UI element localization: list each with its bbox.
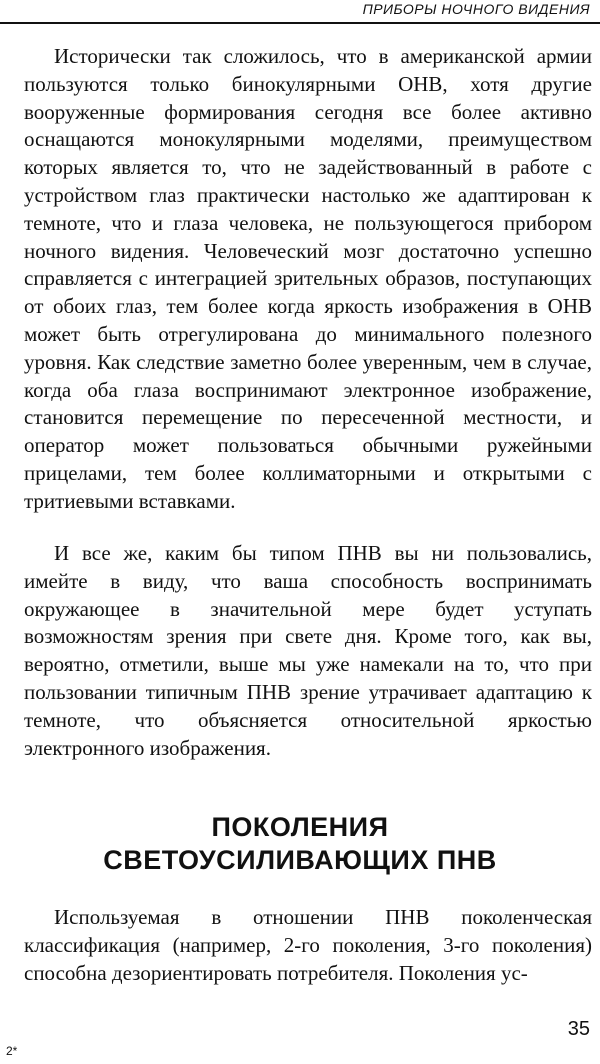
- printer-signature-mark: 2*: [6, 1044, 18, 1058]
- page-number: 35: [567, 1018, 590, 1040]
- running-head: [0, 0, 600, 24]
- body-paragraph: Исторически так сложилось, что в американской армии пользуются только бинокулярными ОНВ, хотя другие вооруженные формирования сегодня все более активно оснащаются монокулярными моделями, преимуществом которых является то, что не задействованный в работе с устройством глаз практически настолько же адаптирован к темноте, что и глаза человека, не пользующегося прибором ночного видения. Человеческий мозг достаточно успешно справляется с интеграцией зрительных образов, поступающих от обоих глаз, тем более когда яркость изображения в ОНВ может быть отрегулирована до минимального полезного уровня. Как следствие заметно более уверенным, чем в случае, когда оба глаза воспринимают электронное изображение, становится перемещение по пересеченной местности, и оператор может пользоваться обычными ружейными прицелами, тем более коллиматорными и открытыми с тритиевыми вставками.: [24, 44, 592, 513]
- section-heading-line-2: СВЕТОУСИЛИВАЮЩИХ ПНВ: [103, 845, 497, 875]
- running-head-title: ПРИБОРЫ НОЧНОГО ВИДЕНИЯ: [362, 1, 590, 17]
- body-paragraph: Используемая в отношении ПНВ поколенческая классификация (например, 2-го поколения, 3-го поколения) способна дезориентировать потребителя. Поколения ус-: [24, 905, 592, 985]
- section-heading-line-1: ПОКОЛЕНИЯ: [211, 812, 389, 842]
- body-paragraph: И все же, каким бы типом ПНВ вы ни пользовались, имейте в виду, что ваша способность воспринимать окружающее в значительной мере будет уступать возможностям зрения при свете дня. Кроме того, как вы, вероятно, отметили, выше мы уже намекали на то, что при пользовании типичным ПНВ зрение утрачивает адаптацию к темноте, что объясняется относительной яркостью электронного изображения.: [24, 541, 592, 760]
